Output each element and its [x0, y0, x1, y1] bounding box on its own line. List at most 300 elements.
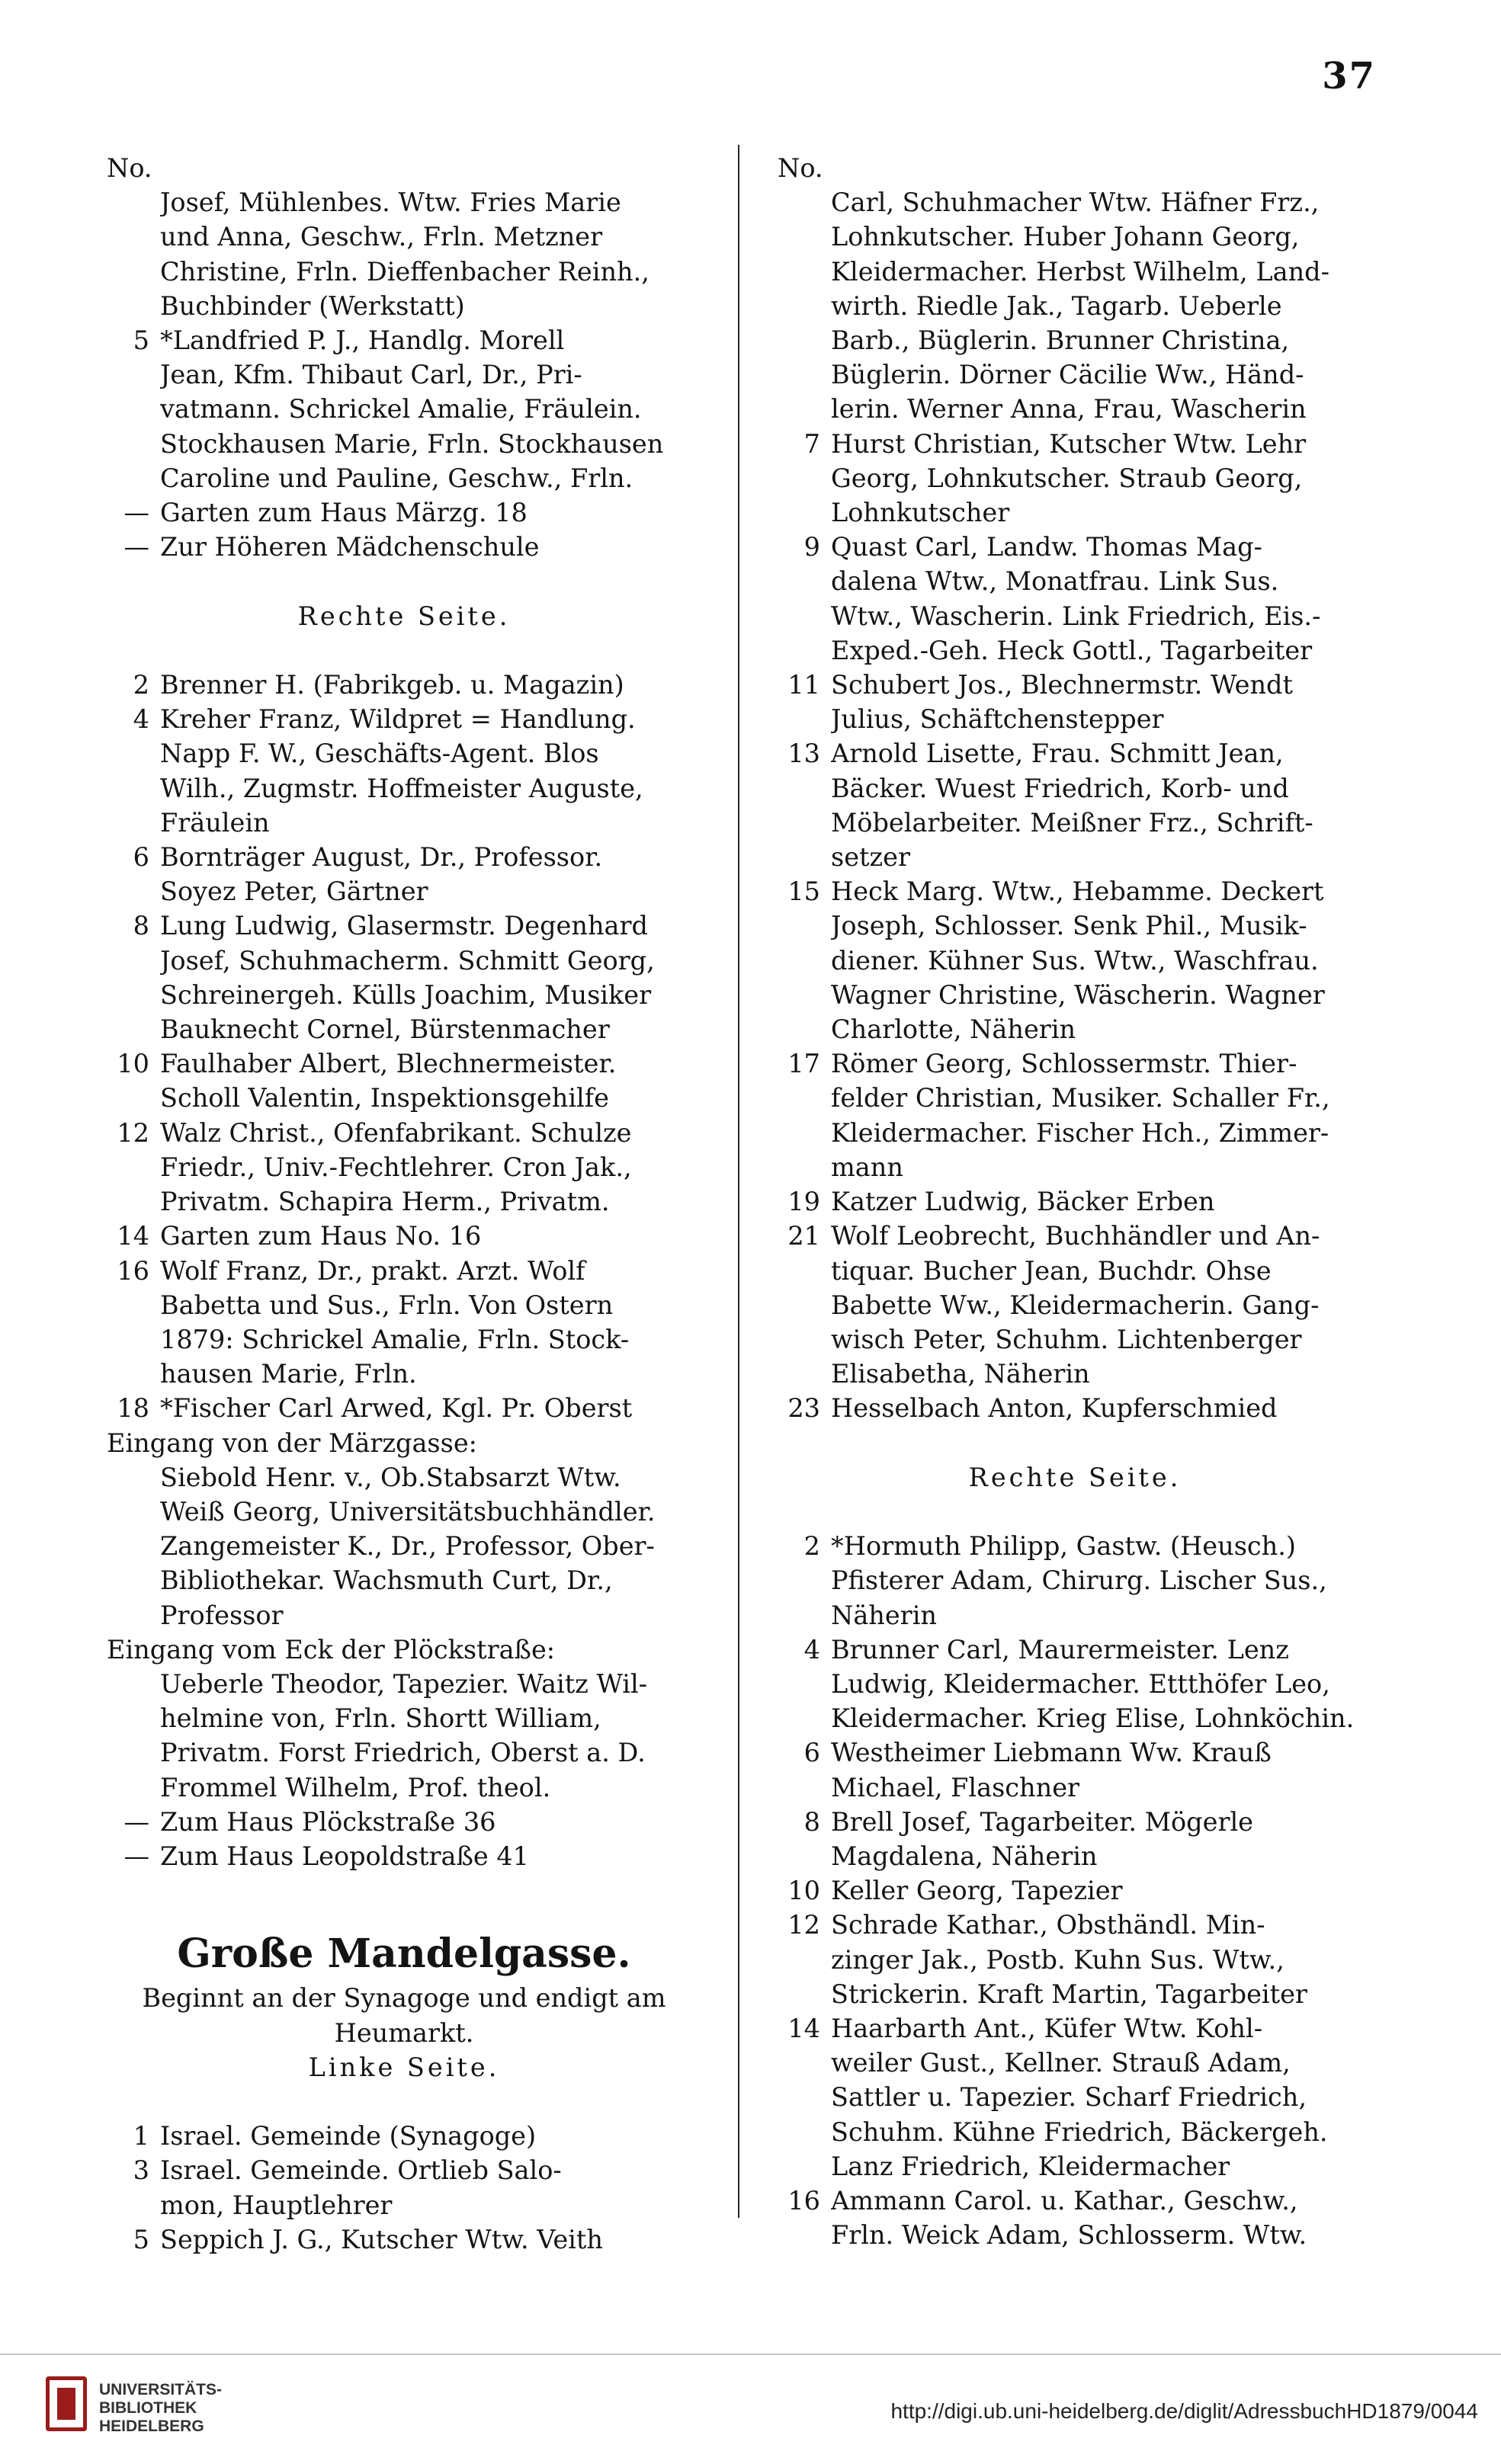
directory-line [755, 1219, 1395, 1253]
directory-line [84, 1254, 724, 1288]
entry-text: Kleidermacher. Herbst Wilhelm, Land- [831, 256, 1329, 287]
house-number [84, 357, 160, 392]
entry-text: Christine, Frln. Dieffenbacher Reinh., [160, 256, 649, 287]
entry-text: Zum Haus Leopoldstraße 41 [160, 1841, 529, 1871]
street-description: Heumarkt. [334, 2017, 474, 2048]
entry-text: lerin. Werner Anna, Frau, Wascherin [831, 394, 1307, 425]
directory-line [84, 944, 724, 978]
house-number [84, 806, 160, 840]
entry-text: Elisabetha, Näherin [831, 1359, 1090, 1389]
house-number: 16 [117, 1255, 149, 1286]
entry-text: Ludwig, Kleidermacher. Ettthöfer Leo, [831, 1668, 1330, 1699]
directory-line [84, 978, 724, 1012]
house-number: 5 [133, 325, 149, 356]
directory-line [755, 357, 1395, 392]
directory-line [755, 530, 1395, 564]
directory-line [755, 1391, 1395, 1425]
entry-text: Schreinergeh. Külls Joachim, Musiker [160, 979, 652, 1010]
directory-line [755, 1667, 1395, 1701]
house-number [84, 392, 160, 426]
entry-text: helmine von, Frln. Shortt William, [160, 1703, 601, 1734]
directory-line [84, 840, 724, 874]
entry-text: Wtw., Wascherin. Link Friedrich, Eis.- [831, 601, 1321, 631]
house-number [755, 908, 831, 943]
spacer [755, 1495, 1395, 1529]
directory-line [755, 806, 1395, 840]
house-number [84, 1184, 160, 1219]
directory-line [84, 255, 724, 289]
entry-text: Büglerin. Dörner Cäcilie Ww., Händ- [831, 360, 1304, 390]
directory-line [84, 1012, 724, 1046]
house-number: 3 [133, 2155, 149, 2186]
directory-line [755, 1288, 1395, 1322]
entry-text: Schrade Kathar., Obsthändl. Min- [831, 1910, 1265, 1940]
entry-text: weiler Gust., Kellner. Strauß Adam, [831, 2048, 1291, 2078]
directory-line [755, 289, 1395, 323]
house-number: 4 [803, 1634, 820, 1665]
entry-text: Frommel Wilhelm, Prof. theol. [160, 1772, 551, 1802]
house-number [84, 289, 160, 323]
university-library-logo-icon [46, 2376, 87, 2431]
directory-line [84, 1735, 724, 1770]
house-number [755, 599, 831, 633]
directory-line [755, 2184, 1395, 2218]
directory-line [755, 1254, 1395, 1288]
house-number [755, 1357, 831, 1391]
directory-line [755, 255, 1395, 289]
house-number: — [123, 498, 149, 528]
house-number [84, 944, 160, 978]
house-number [84, 1701, 160, 1735]
directory-line [84, 1770, 724, 1805]
directory-line [84, 151, 724, 185]
entry-text: Lung Ludwig, Glasermstr. Degenhard [160, 911, 648, 941]
spacer [84, 1873, 724, 1908]
entry-text: Wagner Christine, Wäscherin. Wagner [831, 979, 1325, 1010]
entry-text: Privatm. Schapira Herm., Privatm. [160, 1187, 610, 1217]
entry-text: Katzer Ludwig, Bäcker Erben [831, 1187, 1215, 1217]
house-number [84, 1770, 160, 1805]
directory-line [84, 1426, 724, 1460]
directory-line [755, 151, 1395, 185]
entry-text: Wolf Leobrecht, Buchhändler und An- [831, 1221, 1320, 1251]
street-title: Große Mandelgasse. [177, 1931, 631, 1978]
entry-text: Eingang von der Märzgasse: [107, 1427, 477, 1458]
house-number: 12 [117, 1117, 149, 1148]
directory-line [84, 461, 724, 495]
house-number: 15 [787, 876, 820, 907]
house-number [84, 1563, 160, 1597]
entry-text: Charlotte, Näherin [831, 1014, 1076, 1045]
house-number: 7 [803, 428, 820, 459]
entry-text: mon, Hauptlehrer [160, 2190, 393, 2220]
entry-text: Lohnkutscher. Huber Johann Georg, [831, 222, 1300, 252]
entry-text: hausen Marie, Frln. [160, 1359, 417, 1389]
directory-line [84, 495, 724, 530]
directory-line [84, 1322, 724, 1357]
directory-line [84, 1598, 724, 1633]
house-number: 10 [787, 1876, 820, 1906]
directory-line [755, 461, 1395, 495]
directory-line [84, 1081, 724, 1115]
house-number [755, 1598, 831, 1633]
entry-text: Joseph, Schlosser. Senk Phil., Musik- [831, 911, 1307, 941]
house-number: 13 [787, 739, 820, 769]
entry-text: Israel. Gemeinde. Ortlieb Salo- [160, 2155, 562, 2186]
house-number [755, 1150, 831, 1184]
entry-text: Lohnkutscher [831, 498, 1010, 528]
entry-text: Hesselbach Anton, Kupferschmied [831, 1393, 1278, 1424]
entry-text: No. [107, 153, 152, 183]
directory-line [755, 1150, 1395, 1184]
spacer [84, 633, 724, 668]
house-number [755, 185, 831, 219]
directory-line [755, 495, 1395, 530]
left-column [84, 151, 724, 2257]
entry-text: Seppich J. G., Kutscher Wtw. Veith [160, 2224, 603, 2254]
house-number [755, 2115, 831, 2149]
directory-line [84, 289, 724, 323]
entry-text: Barb., Büglerin. Brunner Christina, [831, 325, 1290, 356]
entry-text: Kleidermacher. Fischer Hch., Zimmer- [831, 1117, 1329, 1148]
house-number: 2 [133, 670, 149, 700]
house-number: — [123, 1841, 149, 1871]
house-number [84, 1288, 160, 1322]
directory-line [84, 1495, 724, 1529]
house-number [84, 2188, 160, 2222]
directory-line [755, 736, 1395, 771]
house-number [84, 1012, 160, 1046]
entry-text: Quast Carl, Landw. Thomas Mag- [831, 532, 1262, 562]
directory-line [755, 1563, 1395, 1597]
directory-line [84, 1046, 724, 1081]
entry-text: Bornträger August, Dr., Professor. [160, 842, 603, 873]
directory-line [84, 323, 724, 357]
house-number [755, 255, 831, 289]
house-number [84, 1150, 160, 1184]
house-number: 16 [787, 2185, 820, 2216]
directory-line [755, 427, 1395, 461]
entry-text: wirth. Riedle Jak., Tagarb. Ueberle [831, 290, 1282, 321]
entry-text: Hurst Christian, Kutscher Wtw. Lehr [831, 428, 1307, 459]
entry-text: Buchbinder (Werkstatt) [160, 290, 465, 321]
directory-line [84, 771, 724, 806]
house-number [84, 874, 160, 908]
house-number [755, 633, 831, 668]
entry-text: vatmann. Schrickel Amalie, Fräulein. [160, 394, 642, 425]
directory-line [84, 1288, 724, 1322]
house-number [755, 1977, 831, 2011]
entry-text: felder Christian, Musiker. Schaller Fr., [831, 1083, 1330, 1113]
directory-line [84, 185, 724, 219]
directory-line [84, 1563, 724, 1597]
entry-text: Schubert Jos., Blechnermstr. Wendt [831, 670, 1293, 700]
directory-line [755, 1184, 1395, 1219]
house-number [755, 2046, 831, 2080]
directory-line [755, 1081, 1395, 1115]
directory-line [84, 1184, 724, 1219]
entry-text: Brell Josef, Tagarbeiter. Mögerle [831, 1806, 1253, 1837]
right-column [755, 151, 1395, 2252]
entry-text: Josef, Schuhmacherm. Schmitt Georg, [160, 945, 655, 976]
house-number [84, 978, 160, 1012]
entry-text: Westheimer Liebmann Ww. Krauß [831, 1738, 1272, 1768]
house-number [84, 1322, 160, 1357]
directory-line [755, 1701, 1395, 1735]
entry-text: Israel. Gemeinde (Synagoge) [160, 2121, 537, 2152]
directory-line [755, 2218, 1395, 2252]
directory-line [755, 1598, 1395, 1633]
directory-line [755, 840, 1395, 874]
entry-text: Brenner H. (Fabrikgeb. u. Magazin) [160, 670, 624, 700]
directory-line [755, 323, 1395, 357]
directory-line [755, 633, 1395, 668]
house-number [84, 771, 160, 806]
directory-line [84, 1391, 724, 1425]
entry-text: diener. Kühner Sus. Wtw., Waschfrau. [831, 945, 1319, 976]
section-heading: Linke Seite. [308, 2052, 500, 2082]
directory-line [84, 392, 724, 426]
house-number [84, 1495, 160, 1529]
house-number: 18 [117, 1393, 149, 1424]
entry-text: No. [778, 153, 823, 183]
entry-text: Wolf Franz, Dr., prakt. Arzt. Wolf [160, 1255, 585, 1286]
spacer [755, 1426, 1395, 1460]
house-number [84, 736, 160, 771]
directory-line [84, 1667, 724, 1701]
house-number [755, 1116, 831, 1150]
house-number [755, 1288, 831, 1322]
directory-line [84, 1116, 724, 1150]
house-number: 14 [117, 1221, 149, 1251]
entry-text: Ammann Carol. u. Kathar., Geschw., [831, 2185, 1298, 2216]
house-number [755, 806, 831, 840]
directory-line [755, 392, 1395, 426]
house-number [755, 2149, 831, 2184]
directory-line [755, 1322, 1395, 1357]
house-number [755, 1839, 831, 1873]
house-number [755, 1322, 831, 1357]
directory-line [755, 1873, 1395, 1908]
entry-text: Strickerin. Kraft Martin, Tagarbeiter [831, 1979, 1307, 2009]
house-number: 23 [787, 1393, 820, 1424]
entry-text: Näherin [831, 1600, 937, 1630]
house-number [84, 1529, 160, 1563]
house-number [84, 1598, 160, 1633]
entry-text: *Fischer Carl Arwed, Kgl. Pr. Oberst [160, 1393, 633, 1424]
directory-line [84, 1529, 724, 1563]
directory-line [84, 357, 724, 392]
directory-line [84, 530, 724, 564]
entry-text: Michael, Flaschner [831, 1772, 1080, 1802]
directory-line [755, 2011, 1395, 2046]
directory-line [755, 2046, 1395, 2080]
directory-line [755, 1735, 1395, 1770]
entry-text: Carl, Schuhmacher Wtw. Häfner Frz., [831, 187, 1320, 218]
directory-line [755, 702, 1395, 736]
directory-line [755, 1116, 1395, 1150]
house-number: 1 [133, 2121, 149, 2152]
directory-line [755, 908, 1395, 943]
directory-line [755, 874, 1395, 908]
entry-text: Haarbarth Ant., Küfer Wtw. Kohl- [831, 2013, 1263, 2043]
entry-text: Kleidermacher. Krieg Elise, Lohnköchin. [831, 1703, 1355, 1734]
directory-line [755, 1357, 1395, 1391]
directory-line [84, 1460, 724, 1495]
section-heading: Rechte Seite. [968, 1462, 1182, 1492]
directory-line [84, 1839, 724, 1873]
entry-text: Babette Ww., Kleidermacherin. Gang- [831, 1290, 1320, 1320]
directory-line [755, 2149, 1395, 2184]
entry-text: Zum Haus Plöckstraße 36 [160, 1806, 496, 1837]
house-number [84, 1081, 160, 1115]
directory-line [84, 2188, 724, 2222]
entry-text: Garten zum Haus No. 16 [160, 1221, 482, 1251]
house-number: 17 [787, 1049, 820, 1079]
directory-line [84, 702, 724, 736]
directory-line [84, 736, 724, 771]
house-number [755, 1012, 831, 1046]
page-number: 37 [1322, 55, 1376, 98]
house-number: 9 [803, 532, 820, 562]
entry-text: und Anna, Geschw., Frln. Metzner [160, 222, 603, 252]
directory-line [755, 1839, 1395, 1873]
directory-line [755, 1633, 1395, 1667]
entry-text: Brunner Carl, Maurermeister. Lenz [831, 1634, 1289, 1665]
house-number [84, 427, 160, 461]
house-number [755, 978, 831, 1012]
house-number [84, 461, 160, 495]
house-number [755, 840, 831, 874]
directory-line [755, 1977, 1395, 2011]
entry-text: Scholl Valentin, Inspektionsgehilfe [160, 1083, 609, 1113]
house-number: 14 [787, 2013, 820, 2043]
entry-text: Frln. Weick Adam, Schlosserm. Wtw. [831, 2220, 1307, 2251]
house-number: 8 [803, 1806, 820, 1837]
house-number [84, 1460, 160, 1495]
entry-text: Jean, Kfm. Thibaut Carl, Dr., Pri- [160, 360, 582, 390]
house-number [755, 461, 831, 495]
directory-line [84, 668, 724, 702]
entry-text: Bäcker. Wuest Friedrich, Korb- und [831, 773, 1289, 803]
directory-line [84, 1150, 724, 1184]
directory-line [84, 2153, 724, 2187]
entry-text: Stockhausen Marie, Frln. Stockhausen [160, 428, 664, 459]
house-number [755, 1563, 831, 1597]
house-number: — [123, 1806, 149, 1837]
directory-line [755, 1943, 1395, 1977]
entry-text: *Landfried P. J., Handlg. Morell [160, 325, 565, 356]
column-divider [738, 145, 739, 2218]
house-number [755, 392, 831, 426]
directory-line [755, 219, 1395, 254]
entry-text: Weiß Georg, Universitätsbuchhändler. [160, 1496, 656, 1527]
house-number: 2 [803, 1531, 820, 1562]
entry-text: Arnold Lisette, Frau. Schmitt Jean, [831, 739, 1284, 769]
house-number [755, 1701, 831, 1735]
entry-text: Julius, Schäftchenstepper [831, 704, 1164, 735]
house-number [755, 357, 831, 392]
directory-line [84, 427, 724, 461]
house-number: 21 [787, 1221, 820, 1251]
directory-line [755, 564, 1395, 598]
directory-line [755, 944, 1395, 978]
house-number: 12 [787, 1910, 820, 1940]
entry-text: tiquar. Bucher Jean, Buchdr. Ohse [831, 1255, 1272, 1286]
entry-text: Soyez Peter, Gärtner [160, 876, 428, 907]
library-name-line: UNIVERSITÄTS- [99, 2381, 223, 2398]
entry-text: Faulhaber Albert, Blechnermeister. [160, 1049, 617, 1079]
house-number [755, 564, 831, 598]
entry-text: Möbelarbeiter. Meißner Frz., Schrift- [831, 807, 1313, 838]
directory-line [755, 2080, 1395, 2114]
entry-text: Caroline und Pauline, Geschw., Frln. [160, 463, 633, 493]
directory-line [755, 185, 1395, 219]
section-heading: Rechte Seite. [297, 601, 511, 631]
directory-line [84, 874, 724, 908]
house-number: 8 [133, 911, 149, 941]
directory-line [755, 771, 1395, 806]
house-number: 4 [133, 704, 149, 735]
entry-text: Walz Christ., Ofenfabrikant. Schulze [160, 1117, 632, 1148]
entry-text: Kreher Franz, Wildpret = Handlung. [160, 704, 636, 735]
entry-text: Georg, Lohnkutscher. Straub Georg, [831, 463, 1303, 493]
directory-line [84, 2222, 724, 2257]
entry-text: 1879: Schrickel Amalie, Frln. Stock- [160, 1324, 630, 1354]
house-number [755, 495, 831, 530]
house-number: 5 [133, 2224, 149, 2254]
library-name-line: HEIDELBERG [99, 2418, 204, 2435]
entry-text: Fräulein [160, 807, 270, 838]
entry-text: Römer Georg, Schlossermstr. Thier- [831, 1049, 1297, 1079]
house-number [755, 1770, 831, 1805]
entry-text: Garten zum Haus Märzg. 18 [160, 498, 528, 528]
house-number [755, 771, 831, 806]
house-number: 10 [117, 1049, 149, 1079]
source-url-link[interactable]: http://digi.ub.uni-heidelberg.de/diglit/AdressbuchHD1879/0044 [890, 2399, 1478, 2423]
entry-text: Ueberle Theodor, Tapezier. Waitz Wil- [160, 1668, 648, 1699]
directory-line [755, 1908, 1395, 1942]
directory-line [84, 806, 724, 840]
entry-text: Heck Marg. Wtw., Hebamme. Deckert [831, 876, 1324, 907]
entry-text: Babetta und Sus., Frln. Von Ostern [160, 1290, 614, 1320]
house-number [84, 1357, 160, 1391]
house-number [755, 219, 831, 254]
entry-text: Bibliothekar. Wachsmuth Curt, Dr., [160, 1565, 613, 1596]
directory-line [84, 2119, 724, 2153]
house-number [755, 1254, 831, 1288]
library-name-line: BIBLIOTHEK [99, 2399, 197, 2417]
house-number [755, 1943, 831, 1977]
entry-text: Josef, Mühlenbes. Wtw. Fries Marie [160, 187, 621, 218]
house-number [84, 1667, 160, 1701]
directory-line [755, 1046, 1395, 1081]
house-number [755, 2218, 831, 2252]
house-number [755, 1081, 831, 1115]
entry-text: Privatm. Forst Friedrich, Oberst a. D. [160, 1738, 646, 1768]
directory-line [84, 1219, 724, 1253]
entry-text: wisch Peter, Schuhm. Lichtenberger [831, 1324, 1302, 1354]
directory-line [755, 1805, 1395, 1839]
house-number [84, 1735, 160, 1770]
house-number [755, 323, 831, 357]
library-name [99, 2381, 222, 2436]
house-number: 19 [787, 1187, 820, 1217]
directory-line [84, 1701, 724, 1735]
street-description: Beginnt an der Synagoge und endigt am [142, 1983, 666, 2014]
directory-line [755, 668, 1395, 702]
entry-text: Sattler u. Tapezier. Scharf Friedrich, [831, 2082, 1307, 2113]
